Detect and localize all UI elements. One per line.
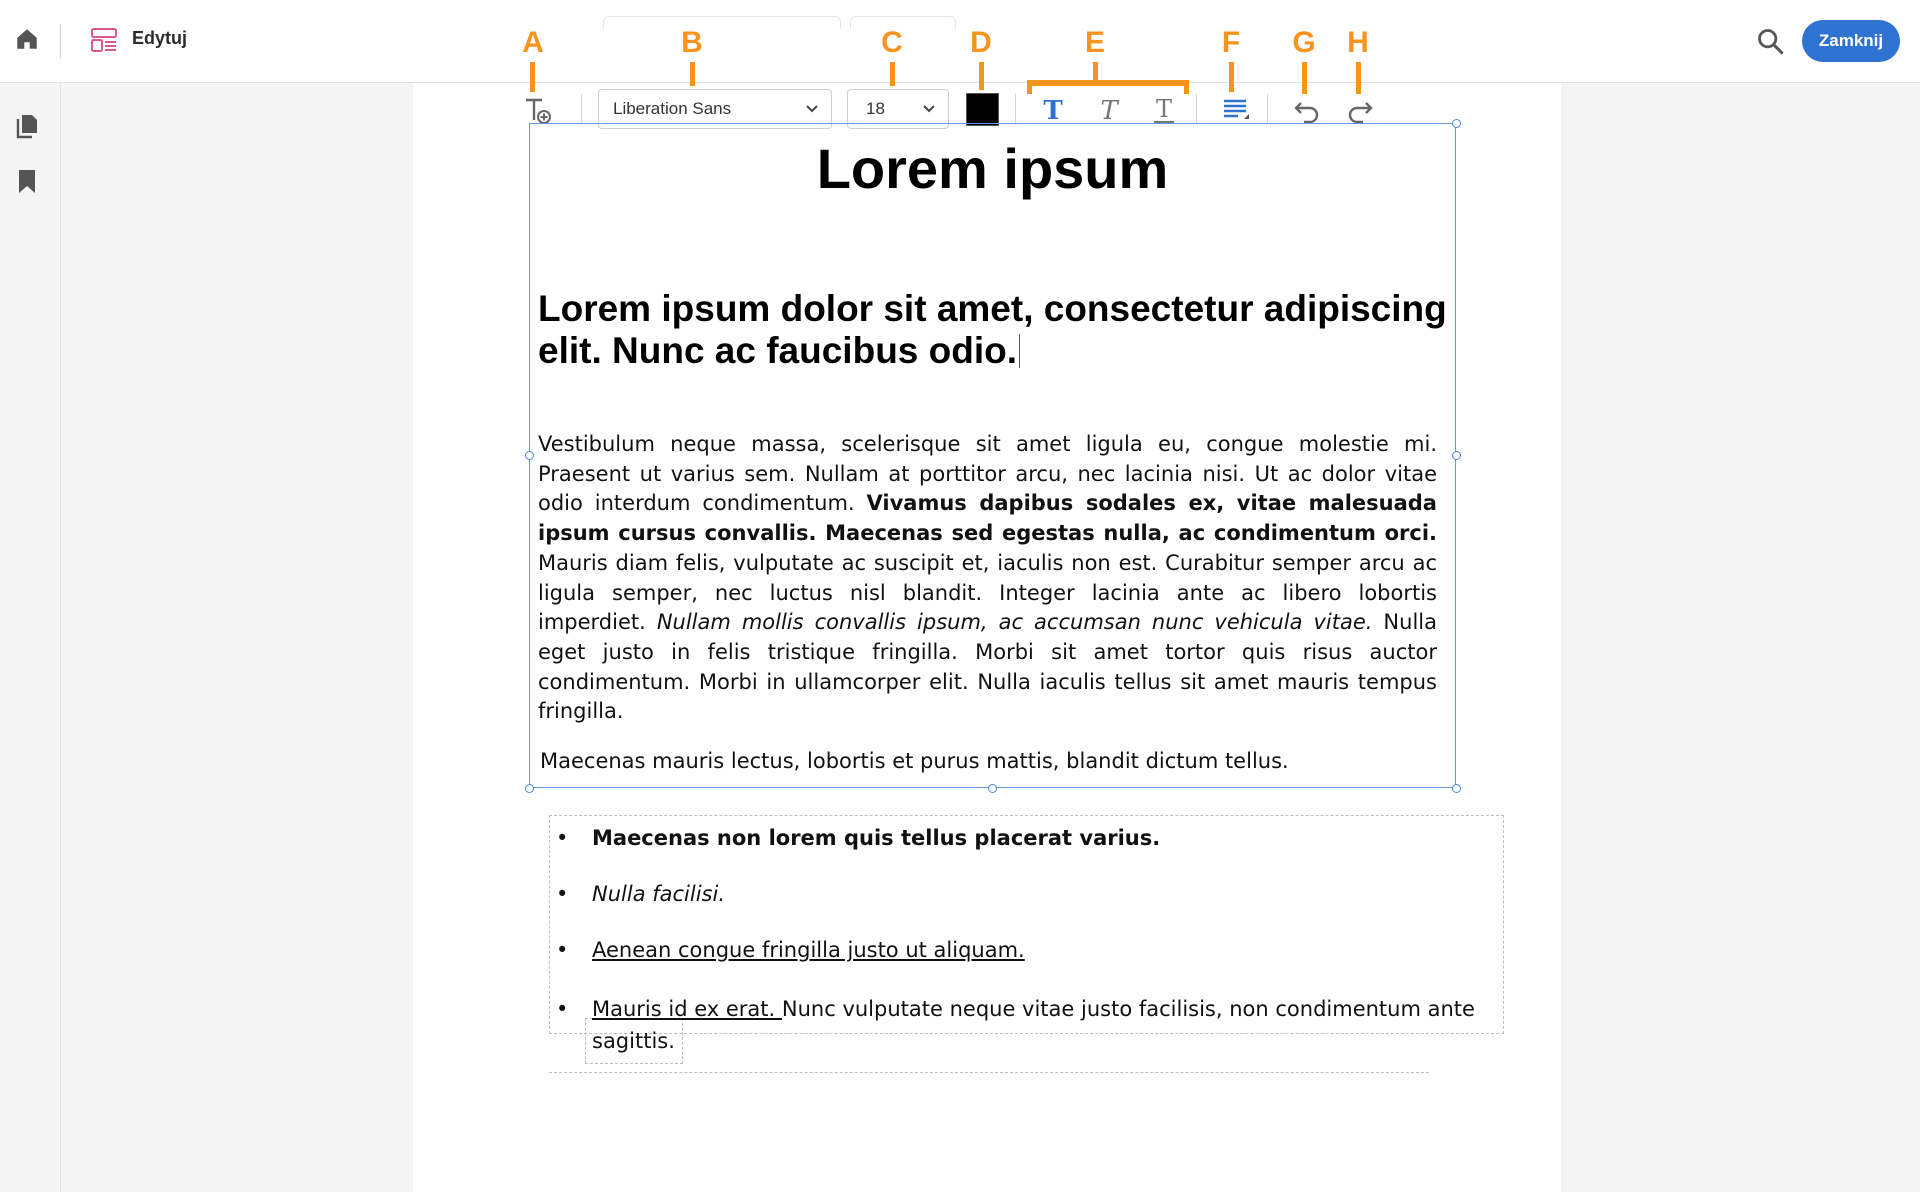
callout-line: [979, 62, 984, 90]
search-icon[interactable]: [1756, 27, 1784, 55]
list-item-continuation: sagittis.: [592, 1029, 675, 1053]
text-align-icon[interactable]: [1221, 95, 1251, 125]
resize-handle[interactable]: [988, 784, 997, 793]
list-bullet: •: [556, 826, 569, 850]
list-item[interactable]: [592, 997, 1475, 1021]
toolbar-divider: [581, 94, 582, 124]
toolbar-divider: [1196, 94, 1197, 124]
redo-icon[interactable]: [1345, 95, 1375, 125]
svg-text:T: T: [1155, 95, 1173, 123]
edit-mode-label: Edytuj: [132, 28, 188, 48]
second-paragraph[interactable]: Maecenas mauris lectus, lobortis et purus mattis, blandit dictum tellus.: [540, 749, 1289, 773]
list-bullet: •: [556, 997, 569, 1021]
callout-label-g: G: [1292, 26, 1316, 59]
callout-line: [530, 62, 535, 92]
bold-text-icon[interactable]: [1038, 95, 1068, 125]
paragraph-italic-text: Nullam mollis convallis ipsum, ac accumsan nunc vehicula vitae.: [656, 610, 1373, 635]
callout-label-b: B: [681, 26, 703, 59]
callout-bracket: [1027, 80, 1189, 86]
resize-handle[interactable]: [1452, 119, 1461, 128]
callout-label-f: F: [1221, 26, 1241, 59]
paragraph-text: Nulla eget justo in felis tristique fringilla. Morbi sit amet tortor quis risus auctor condimentum. Morbi in ullamcorper elit. Nulla iaculis tellus sit amet mauris tempus fringilla.: [538, 610, 1437, 724]
chevron-down-icon: [805, 102, 819, 116]
undo-icon[interactable]: [1292, 95, 1322, 125]
background-tab: [603, 16, 841, 29]
callout-line: [1302, 62, 1307, 94]
text-caret: [1019, 334, 1020, 368]
svg-text:T: T: [1043, 96, 1063, 125]
resize-handle[interactable]: [1452, 784, 1461, 793]
home-icon[interactable]: [14, 26, 40, 52]
chevron-down-icon: [922, 102, 936, 116]
toolbar-divider: [1015, 94, 1016, 124]
heading-text: Lorem ipsum dolor sit amet, consectetur adipiscing elit. Nunc ac faucibus odio.: [538, 288, 1447, 371]
svg-text:T: T: [1100, 96, 1118, 125]
bookmark-icon[interactable]: [16, 169, 38, 195]
callout-line: [690, 62, 695, 86]
resize-handle[interactable]: [525, 784, 534, 793]
body-paragraph[interactable]: [538, 430, 1437, 727]
paragraph-text: Mauris diam felis, vulputate ac suscipit et, iaculis non est. Curabitur semper arcu ac ligula semper, nec luctus nisl blandit. Integer lacinia ante ac libero lobortis imperdiet.: [538, 550, 1437, 635]
callout-line: [1356, 62, 1361, 94]
resize-handle[interactable]: [525, 451, 534, 460]
dashed-divider: [549, 1072, 1429, 1073]
left-rail: [0, 83, 61, 1192]
callout-line: [890, 62, 895, 86]
list-item-underlined: Mauris id ex erat.: [592, 997, 782, 1021]
callout-label-h: H: [1347, 26, 1369, 59]
callout-line: [1229, 62, 1234, 92]
list-bullet: •: [556, 882, 569, 906]
italic-text-icon[interactable]: [1094, 95, 1124, 125]
callout-label-d: D: [970, 26, 992, 59]
list-item-text: Nunc vulputate neque vitae justo facilisis, non condimentum ante: [781, 997, 1475, 1021]
callout-line: [1027, 80, 1032, 94]
underline-text-icon[interactable]: [1149, 95, 1179, 125]
edit-tool-icon: [90, 26, 118, 54]
add-text-icon[interactable]: [523, 96, 553, 126]
paragraph-bold-text: Vivamus dapibus sodales ex, vitae malesuada ipsum cursus convallis. Maecenas sed egestas nulla, ac condimentum orci.: [538, 491, 1437, 546]
top-bar: [0, 0, 1920, 83]
document-heading[interactable]: [538, 288, 1448, 372]
close-button[interactable]: Zamknij: [1802, 20, 1900, 62]
divider: [60, 24, 61, 58]
callout-line: [1184, 80, 1189, 94]
pages-icon[interactable]: [16, 113, 38, 139]
font-family-value: Liberation Sans: [613, 99, 732, 118]
callout-label-a: A: [522, 26, 544, 59]
list-bullet: •: [556, 938, 569, 962]
callout-line: [1093, 62, 1098, 82]
list-item[interactable]: Aenean congue fringilla justo ut aliquam.: [592, 938, 1025, 962]
text-color-swatch[interactable]: [966, 93, 999, 126]
callout-label-e: E: [1084, 26, 1105, 59]
toolbar-divider: [1267, 94, 1268, 124]
document-title[interactable]: Lorem ipsum: [816, 137, 1169, 200]
list-item[interactable]: Maecenas non lorem quis tellus placerat varius.: [592, 826, 1161, 850]
font-size-value: 18: [866, 99, 885, 118]
resize-handle[interactable]: [1452, 451, 1461, 460]
paragraph-text: Vestibulum neque massa, scelerisque sit amet ligula eu, congue molestie mi. Praesent ut varius sem. Nullam at porttitor arcu, nec lacinia nisi. Ut ac dolor vitae odio interdum condimentum.: [538, 432, 1437, 516]
callout-label-c: C: [881, 26, 903, 59]
list-item[interactable]: Nulla facilisi.: [592, 882, 725, 906]
